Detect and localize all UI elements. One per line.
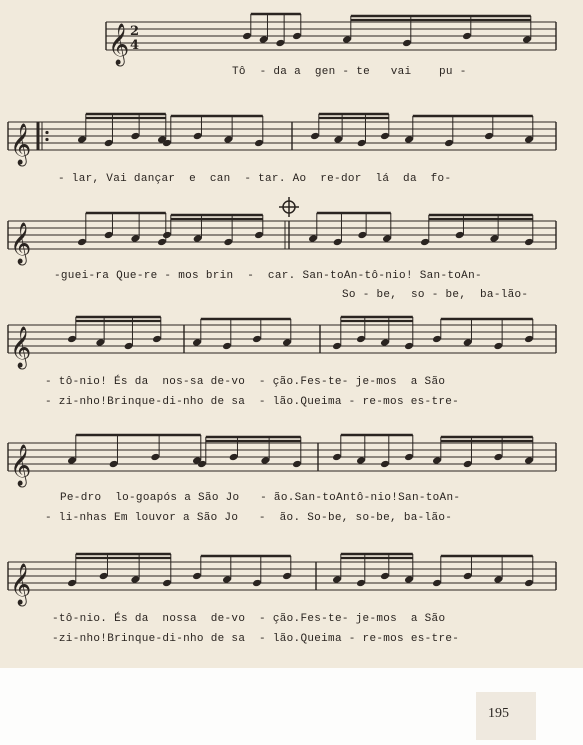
treble-clef-icon: 𝄞 xyxy=(10,327,32,368)
treble-clef-icon: 𝄞 xyxy=(108,24,130,65)
time-signature-bottom: 4 xyxy=(130,38,140,53)
page-number: 195 xyxy=(488,706,509,721)
treble-clef-icon: 𝄞 xyxy=(10,223,32,264)
lyric-line: -tô-nio. És da nossa de-vo - ção.Fes-te- je-mos a São xyxy=(52,613,446,625)
lyric-line: Pe-dro lo-goapós a São Jo - ão.San-toAntô-nio!San-toAn- xyxy=(60,492,461,504)
treble-clef-icon: 𝄞 xyxy=(10,445,32,486)
treble-clef-icon: 𝄞 xyxy=(10,124,32,165)
lyric-line: -guei-ra Que-re - mos brin - car. San-toAn-tô-nio! San-toAn- xyxy=(54,270,482,282)
lyric-line: -zi-nho!Brinque-di-nho de sa - lão.Queima - re-mos es-tre- xyxy=(52,633,460,645)
lyric-line: - li-nhas Em louvor a São Jo - ão. So-be, so-be, ba-lão- xyxy=(45,512,453,524)
lyric-line: - tô-nio! És da nos-sa de-vo - ção.Fes-te- je-mos a São xyxy=(45,376,446,388)
lyric-line: So - be, so - be, ba-lão- xyxy=(342,289,529,301)
lyric-line: - lar, Vai dançar e can - tar. Ao re-dor lá da fo- xyxy=(58,173,452,185)
repeat-dot xyxy=(45,138,48,141)
repeat-dot xyxy=(45,131,48,134)
time-signature-top: 2 xyxy=(130,24,140,39)
lyric-line: - zi-nho!Brinque-di-nho de sa - lão.Queima - re-mos es-tre- xyxy=(45,396,460,408)
treble-clef-icon: 𝄞 xyxy=(10,564,32,605)
lyric-line: Tô - da a gen - te vai pu - xyxy=(232,66,467,78)
